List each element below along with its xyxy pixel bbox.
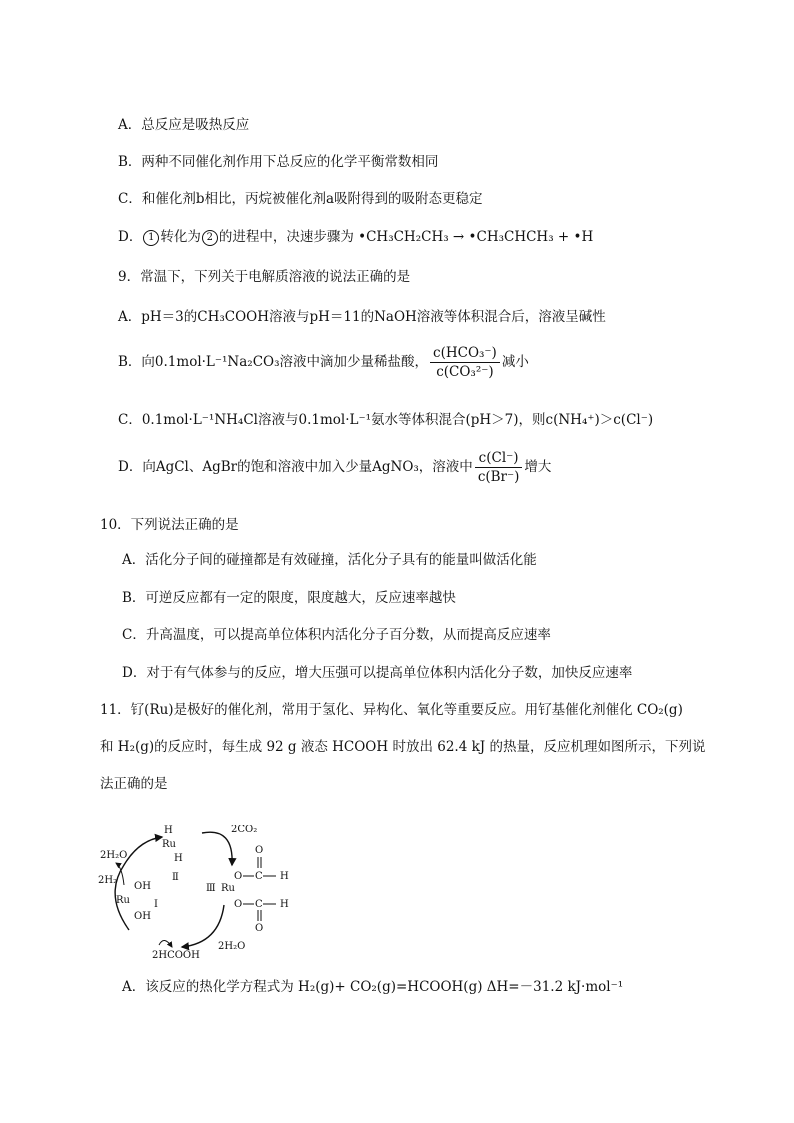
q9-option-d <box>118 450 551 485</box>
label-2h2o-top: 2H₂O <box>100 850 128 861</box>
q9-stem: 9．常温下，下列关于电解质溶液的说法正确的是 <box>118 269 411 285</box>
complex3-h1: H <box>280 871 289 882</box>
complex3-o-double2: O <box>255 923 264 934</box>
q8-option-d <box>118 225 593 246</box>
complex3-c2: C <box>255 899 263 910</box>
complex1-ru: Ru <box>116 895 130 906</box>
complex3-c1: C <box>255 871 263 882</box>
label-2h2o-bottom: 2H₂O <box>218 941 246 952</box>
label-2h2: 2H₂ <box>98 875 118 886</box>
complex3-ru: Ru <box>221 883 235 894</box>
cycle-arrow-top-right <box>202 832 232 865</box>
complex1-numeral: I <box>154 899 158 910</box>
complex3-numeral: Ⅲ <box>206 883 216 894</box>
reaction-mechanism-diagram <box>94 825 314 975</box>
complex3-o1: O <box>234 871 243 882</box>
release-arrow-hcooh <box>159 940 172 947</box>
circled-two-icon: 2 <box>202 230 218 246</box>
complex2-ru: Ru <box>162 839 176 850</box>
q10-option-a: A．活化分子间的碰撞都是有效碰撞，活化分子具有的能量叫做活化能 <box>122 552 537 568</box>
complex2-h-bottom: H <box>174 853 183 864</box>
q9-option-b <box>118 345 529 380</box>
q9-option-d-fraction <box>475 450 523 485</box>
q10-option-d: D．对于有气体参与的反应，增大压强可以提高单位体积内活化分子数，加快反应速率 <box>122 665 633 681</box>
q9-option-b-prefix: B．向0.1mol·L⁻¹Na₂CO₃溶液中滴加少量稀盐酸， <box>118 354 429 370</box>
fraction-numerator: c(Cl⁻) <box>475 450 523 468</box>
complex1-oh-top: OH <box>134 881 151 892</box>
q11-option-a: A．该反应的热化学方程式为 H₂(g)+ CO₂(g)=HCOOH(g) ΔH=－31.2 kJ·mol⁻¹ <box>122 979 624 995</box>
q8-option-d-mid: 转化为 <box>160 229 201 245</box>
q9-option-d-suffix: 增大 <box>524 459 552 475</box>
q8-option-d-equation: •CH₃CH₂CH₃ → •CH₃CHCH₃ + •H <box>358 229 594 245</box>
complex2-h-top: H <box>164 825 173 836</box>
fraction-numerator: c(HCO₃⁻) <box>430 345 500 363</box>
q9-option-b-suffix: 减小 <box>501 354 529 370</box>
q11-stem-line1: 11．钌(Ru)是极好的催化剂，常用于氢化、异构化、氧化等重要反应。用钌基催化剂催化 CO₂(g) <box>100 702 683 718</box>
complex1-oh-bottom: OH <box>134 911 151 922</box>
q9-option-a: A．pH＝3的CH₃COOH溶液与pH＝11的NaOH溶液等体积混合后，溶液呈碱性 <box>118 309 606 325</box>
q10-stem: 10．下列说法正确的是 <box>100 517 239 533</box>
q11-stem-line3: 法正确的是 <box>100 776 168 792</box>
q8-option-b: B．两种不同催化剂作用下总反应的化学平衡常数相同 <box>118 154 439 170</box>
q10-option-b: B．可逆反应都有一定的限度，限度越大，反应速率越快 <box>122 590 456 606</box>
q9-option-c: C．0.1mol·L⁻¹NH₄Cl溶液与0.1mol·L⁻¹氨水等体积混合(pH＞7)，则c(NH₄⁺)＞c(Cl⁻) <box>118 412 654 428</box>
complex3-o2: O <box>234 899 243 910</box>
complex3-o-double1: O <box>255 845 264 856</box>
fraction-denominator: c(Br⁻) <box>477 469 520 485</box>
q8-option-d-text: 的进程中，决速步骤为 <box>218 229 354 245</box>
fraction-denominator: c(CO₃²⁻) <box>436 364 494 380</box>
q9-option-d-prefix: D．向AgCl、AgBr的饱和溶液中加入少量AgNO₃，溶液中 <box>118 459 473 475</box>
label-2hcooh: 2HCOOH <box>152 950 200 961</box>
q8-option-c: C．和催化剂b相比，丙烷被催化剂a吸附得到的吸附态更稳定 <box>118 191 483 207</box>
q9-option-b-fraction <box>430 345 500 380</box>
label-2co2: 2CO₂ <box>231 825 258 835</box>
q8-option-d-prefix: D． <box>118 229 143 245</box>
q11-stem-line2: 和 H₂(g)的反应时，每生成 92 g 液态 HCOOH 时放出 62.4 kJ 的热量，反应机理如图所示，下列说 <box>100 739 706 755</box>
complex2-numeral: Ⅱ <box>172 872 179 883</box>
complex3-h2: H <box>280 899 289 910</box>
q10-option-c: C．升高温度，可以提高单位体积内活化分子百分数，从而提高反应速率 <box>122 627 551 643</box>
circled-one-icon: 1 <box>143 230 159 246</box>
q8-option-a: A．总反应是吸热反应 <box>118 117 250 133</box>
